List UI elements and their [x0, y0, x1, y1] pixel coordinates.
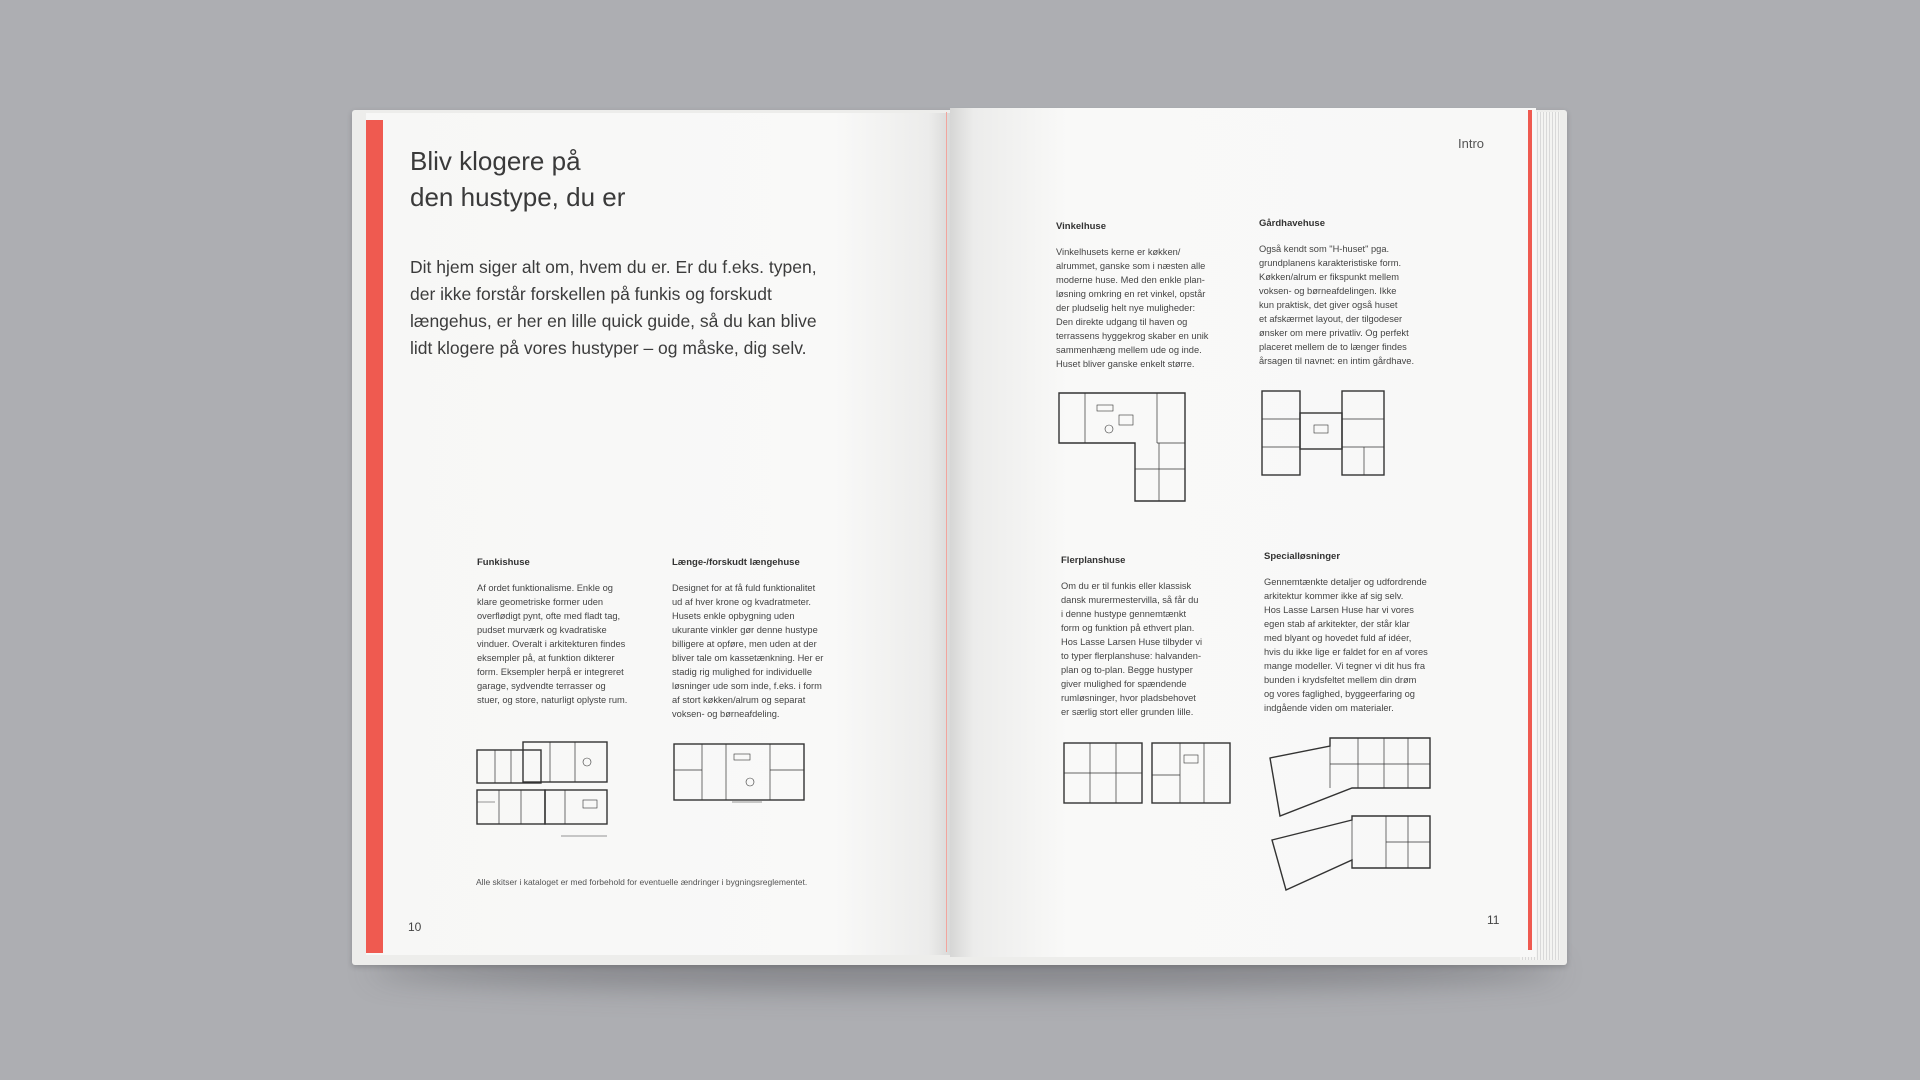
body-line: ukurante vinkler gør denne hustype	[672, 625, 818, 635]
section-heading: Funkishuse	[477, 557, 530, 568]
body-line: Om du er til funkis eller klassisk	[1061, 581, 1192, 591]
body-line: der pludselig helt nye muligheder:	[1056, 303, 1196, 313]
body-line: er særlig stort eller grunden lille.	[1061, 707, 1194, 717]
body-line: egen stab af arkitekter, der står klar	[1264, 619, 1410, 629]
body-line: form og funktion på ethvert plan.	[1061, 623, 1195, 633]
right-page	[950, 108, 1536, 957]
body-line: Hos Lasse Larsen Huse tilbyder vi	[1061, 637, 1203, 647]
body-line: rumløsninger, hvor pladsbehovet	[1061, 693, 1196, 703]
section-laengehuse	[672, 557, 823, 721]
body-line: arkitektur kommer ikke af sig selv.	[1264, 591, 1404, 601]
section-body	[672, 581, 823, 721]
body-line: mange modeller. Vi tegner vi dit hus fra	[1264, 661, 1426, 671]
body-line: voksen- og børneafdeling.	[672, 709, 780, 719]
intro-line: Dit hjem siger alt om, hvem du er. Er du f.eks. typen,	[410, 257, 817, 277]
section-body	[477, 581, 627, 707]
title-line: Bliv klogere på	[410, 146, 581, 176]
body-line: sammenhæng mellem ude og inde.	[1056, 345, 1202, 355]
body-line: dansk murermestervilla, så får du	[1061, 595, 1199, 605]
body-line: af stort køkken/alrum og separat	[672, 695, 806, 705]
section-flerplanshuse	[1061, 555, 1202, 719]
intro-line: lidt klogere på vores hustyper – og måske, dig selv.	[410, 338, 807, 358]
body-line: løsninger ude som inde, f.eks. i form	[672, 681, 822, 691]
body-line: eksempler på, at funktion dikterer	[477, 653, 615, 663]
body-line: årsagen til navnet: en intim gårdhave.	[1259, 356, 1415, 366]
body-line: garage, sydvendte terrasser og	[477, 681, 606, 691]
body-line: placeret mellem de to længer findes	[1259, 342, 1407, 352]
section-funkishuse	[477, 557, 627, 707]
spine-line	[946, 112, 947, 952]
section-gaardhavehuse	[1259, 218, 1414, 368]
body-line: Også kendt som "H-huset" pga.	[1259, 244, 1390, 254]
body-line: stuer, og store, naturligt oplyste rum.	[477, 695, 628, 705]
body-line: overflødigt pynt, ofte med fladt tag,	[477, 611, 621, 621]
section-heading: Gårdhavehuse	[1259, 218, 1325, 229]
red-page-edge-left	[366, 120, 383, 953]
section-specialloesninger	[1264, 551, 1428, 715]
body-line: indgående viden om materialer.	[1264, 703, 1394, 713]
section-body	[1056, 245, 1208, 371]
section-body	[1259, 242, 1414, 368]
body-line: løsning omkring en ret vinkel, opstår	[1056, 289, 1206, 299]
body-line: billigere at opføre, men uden at der	[672, 639, 817, 649]
body-line: i denne hustype gennemtænkt	[1061, 609, 1187, 619]
body-line: Gennemtænkte detaljer og udfordrende	[1264, 577, 1427, 587]
body-line: ud af hver krone og kvadratmeter.	[672, 597, 812, 607]
body-line: ønsker om mere privatliv. Og perfekt	[1259, 328, 1409, 338]
body-line: klare geometriske former uden	[477, 597, 604, 607]
body-line: to typer flerplanshuse: halvanden-	[1061, 651, 1202, 661]
section-heading: Flerplanshuse	[1061, 555, 1126, 566]
title-line: den hustype, du er	[410, 182, 626, 212]
section-vinkelhuse	[1056, 221, 1208, 371]
intro-line: der ikke forstår forskellen på funkis og forskudt	[410, 284, 772, 304]
floor-plan-flerplanshus	[1062, 741, 1232, 807]
floor-plan-specialloesning	[1268, 736, 1432, 892]
section-heading: Længe-/forskudt længehuse	[672, 557, 800, 568]
body-line: Vinkelhusets kerne er køkken/	[1056, 247, 1181, 257]
body-line: og vores faglighed, byggeerfaring og	[1264, 689, 1415, 699]
body-line: Køkken/alrum er fikspunkt mellem	[1259, 272, 1400, 282]
body-line: alrummet, ganske som i næsten alle	[1056, 261, 1206, 271]
body-line: stadig rig mulighed for individuelle	[672, 667, 813, 677]
left-page	[366, 113, 952, 955]
body-line: Huset bliver ganske enkelt større.	[1056, 359, 1195, 369]
body-line: grundplanens karakteristiske form.	[1259, 258, 1402, 268]
section-heading: Specialløsninger	[1264, 551, 1341, 562]
body-line: bunden i krydsfeltet mellem din drøm	[1264, 675, 1417, 685]
body-line: med blyant og hovedet fuld af idéer,	[1264, 633, 1412, 643]
body-line: pudset murværk og kvadratiske	[477, 625, 607, 635]
floor-plan-funkis	[475, 740, 611, 840]
body-line: Husets enkle opbygning uden	[672, 611, 795, 621]
body-line: terrassens hyggekrog skaber en unik	[1056, 331, 1209, 341]
body-line: kun praktisk, det giver også huset	[1259, 300, 1398, 310]
intro-paragraph	[410, 254, 840, 362]
running-head: Intro	[1458, 136, 1485, 151]
floor-plan-vinkelhus	[1057, 391, 1189, 503]
floor-plan-laengehus	[672, 742, 806, 804]
footnote: Alle skitser i kataloget er med forbehold for eventuelle ændringer i bygningsreglementet.	[476, 877, 808, 887]
section-body	[1061, 579, 1202, 719]
page-title	[410, 143, 710, 215]
body-line: moderne huse. Med den enkle plan-	[1056, 275, 1205, 285]
body-line: vinduer. Overalt i arkitekturen findes	[477, 639, 626, 649]
body-line: Den direkte udgang til haven og	[1056, 317, 1188, 327]
body-line: hvis du ikke lige er faldet for en af vores	[1264, 647, 1428, 657]
page-number-left: 10	[408, 920, 422, 934]
section-body	[1264, 575, 1428, 715]
page-number-right: 11	[1487, 913, 1500, 927]
body-line: et afskærmet layout, der tilgodeser	[1259, 314, 1403, 324]
body-line: Hos Lasse Larsen Huse har vi vores	[1264, 605, 1414, 615]
red-page-edge-right	[1528, 110, 1532, 950]
section-heading: Vinkelhuse	[1056, 221, 1106, 232]
body-line: Designet for at få fuld funktionalitet	[672, 583, 816, 593]
body-line: form. Eksempler herpå er integreret	[477, 667, 624, 677]
intro-line: længehus, er her en lille quick guide, så du kan blive	[410, 311, 817, 331]
body-line: Af ordet funktionalisme. Enkle og	[477, 583, 613, 593]
body-line: bliver tale om kassetænkning. Her er	[672, 653, 824, 663]
floor-plan-gaardhavehus	[1260, 389, 1386, 477]
body-line: voksen- og børneafdelingen. Ikke	[1259, 286, 1397, 296]
body-line: plan og to-plan. Begge hustyper	[1061, 665, 1193, 675]
body-line: giver mulighed for spændende	[1061, 679, 1187, 689]
